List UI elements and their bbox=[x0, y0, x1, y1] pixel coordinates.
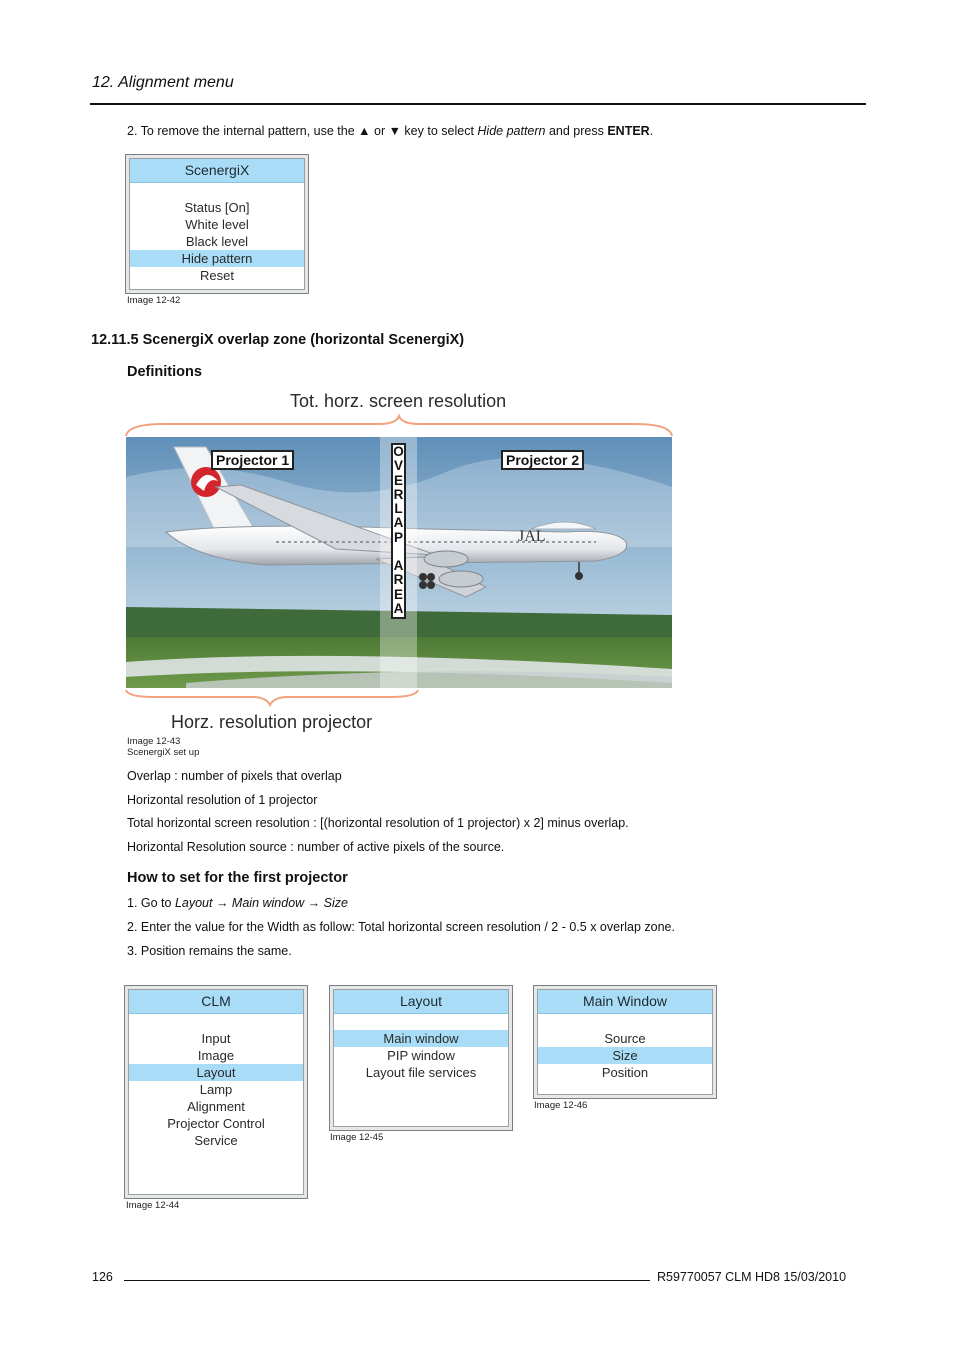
definition-horizontal-resolution: Horizontal resolution of 1 projector bbox=[127, 793, 318, 807]
menu-item-input[interactable]: Input bbox=[201, 1031, 231, 1046]
tot-horz-resolution-label: Tot. horz. screen resolution bbox=[290, 391, 507, 411]
footer-rule bbox=[124, 1280, 650, 1281]
figure-caption-number: Image 12-43 bbox=[127, 736, 181, 747]
menu-title: Layout bbox=[334, 990, 508, 1014]
menu-item-list bbox=[538, 1030, 712, 1081]
overlap-letter: R bbox=[393, 486, 404, 502]
main-window-menu bbox=[533, 985, 717, 1099]
menu-title: CLM bbox=[129, 990, 303, 1014]
menu-item-layout-file-services[interactable]: Layout file services bbox=[365, 1065, 477, 1080]
menu-item-image[interactable]: Image bbox=[197, 1048, 235, 1063]
overlap-letter: R bbox=[393, 572, 404, 588]
overlap-letter: A bbox=[393, 600, 404, 616]
overlap-letter: A bbox=[393, 558, 404, 574]
menu-item-lamp[interactable]: Lamp bbox=[199, 1082, 233, 1097]
menu-item-size[interactable]: Size bbox=[538, 1047, 712, 1064]
step-text-suffix: . bbox=[649, 124, 654, 138]
step-1-menu-path: Layout → Main window → Size bbox=[174, 896, 348, 910]
definition-source-resolution: Horizontal Resolution source : number of active pixels of the source. bbox=[127, 840, 505, 854]
overlap-letter: O bbox=[393, 444, 404, 459]
step-text-bold: ENTER bbox=[607, 124, 650, 138]
menu-item-source[interactable]: Source bbox=[604, 1031, 646, 1046]
menu-item-list bbox=[129, 1030, 303, 1149]
how-to-heading: How to set for the first projector bbox=[127, 870, 348, 886]
scenergix-menu bbox=[125, 154, 309, 294]
menu-item-white-level[interactable]: White level bbox=[185, 217, 249, 232]
projector-1-label: Projector 1 bbox=[211, 450, 294, 470]
image-caption: Image 12-46 bbox=[534, 1100, 588, 1111]
menu-item-list bbox=[130, 199, 304, 284]
bottom-brace bbox=[124, 688, 420, 708]
menu-title: Main Window bbox=[538, 990, 712, 1014]
menu-item-layout[interactable]: Layout bbox=[129, 1064, 303, 1081]
overlap-letter: L bbox=[394, 501, 403, 517]
overlap-letter: P bbox=[393, 529, 403, 545]
clm-menu bbox=[124, 985, 308, 1199]
step-text-mid: and press bbox=[545, 124, 608, 138]
menu-item-reset[interactable]: Reset bbox=[200, 268, 234, 283]
menu-item-status[interactable]: Status [On] bbox=[184, 200, 250, 215]
menu-item-list bbox=[334, 1030, 508, 1081]
step-text-italic: Hide pattern bbox=[477, 124, 546, 138]
definition-total-resolution: Total horizontal screen resolution : [(horizontal resolution of 1 projector) x 2] minus overlap. bbox=[127, 816, 629, 830]
step-text-prefix: 2. To remove the internal pattern, use the ▲ or ▼ key to select bbox=[127, 124, 478, 138]
chapter-title: 12. Alignment menu bbox=[92, 74, 234, 91]
document-reference: R59770057 CLM HD8 15/03/2010 bbox=[657, 1270, 847, 1284]
definitions-heading: Definitions bbox=[127, 364, 202, 380]
page-number: 126 bbox=[92, 1270, 113, 1284]
definition-overlap: Overlap : number of pixels that overlap bbox=[127, 769, 342, 783]
step-1-prefix: 1. Go to bbox=[127, 896, 175, 910]
menu-item-alignment[interactable]: Alignment bbox=[187, 1099, 245, 1114]
overlap-area-label bbox=[391, 443, 406, 619]
svg-text:JAL: JAL bbox=[518, 528, 546, 545]
layout-menu bbox=[329, 985, 513, 1131]
overlap-letter: A bbox=[393, 515, 404, 531]
menu-item-position[interactable]: Position bbox=[601, 1065, 649, 1080]
menu-title: ScenergiX bbox=[130, 159, 304, 183]
menu-item-pip-window[interactable]: PIP window bbox=[387, 1048, 455, 1063]
header-rule bbox=[90, 103, 866, 105]
overlap-letter: V bbox=[393, 458, 403, 474]
menu-item-service[interactable]: Service bbox=[194, 1133, 238, 1148]
how-to-step-1 bbox=[127, 895, 348, 911]
projector-2-label: Projector 2 bbox=[501, 450, 584, 470]
overlap-letter: E bbox=[393, 586, 403, 602]
how-to-step-2: 2. Enter the value for the Width as follow: Total horizontal screen resolution / 2 - 0.5 x overlap zone. bbox=[127, 920, 675, 934]
menu-item-main-window[interactable]: Main window bbox=[334, 1030, 508, 1047]
how-to-step-3: 3. Position remains the same. bbox=[127, 944, 292, 958]
menu-item-black-level[interactable]: Black level bbox=[185, 234, 249, 249]
menu-item-projector-control[interactable]: Projector Control bbox=[167, 1116, 265, 1131]
image-caption: Image 12-44 bbox=[126, 1200, 180, 1211]
section-heading: 12.11.5 ScenergiX overlap zone (horizontal ScenergiX) bbox=[91, 332, 465, 348]
image-caption: Image 12-42 bbox=[127, 295, 181, 306]
menu-item-hide-pattern[interactable]: Hide pattern bbox=[130, 250, 304, 267]
step-remove-pattern bbox=[127, 123, 847, 139]
overlap-letter: E bbox=[393, 472, 403, 488]
image-caption: Image 12-45 bbox=[330, 1132, 384, 1143]
figure-caption-title: ScenergiX set up bbox=[127, 747, 200, 758]
horz-resolution-projector-label: Horz. resolution projector bbox=[171, 712, 373, 732]
